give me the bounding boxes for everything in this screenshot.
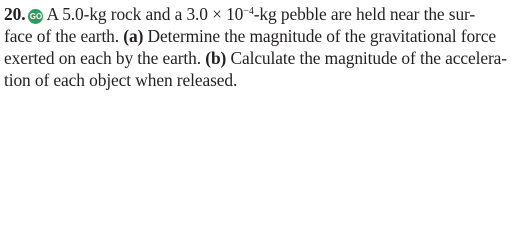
problem-line-3	[4, 47, 509, 69]
problem-line-2	[4, 25, 509, 47]
problem-20	[0, 0, 513, 91]
problem-text-3-tail: Calculate the magnitude of the accelera-	[226, 48, 507, 68]
exponent: −4	[243, 6, 254, 17]
problem-text-1: A 5.0-kg rock and a 3.0 × 10	[46, 4, 244, 24]
problem-text-2-tail: Determine the magnitude of the gravitational force	[143, 26, 496, 46]
part-b-label: (b)	[205, 48, 227, 68]
part-a-label: (a)	[123, 26, 144, 46]
problem-text-3-lead: exerted on each by the earth.	[4, 48, 206, 68]
problem-line-4: tion of each object when released.	[4, 70, 238, 90]
problem-text-1-tail: -kg pebble are held near the sur-	[253, 4, 476, 24]
go-badge-icon: GO	[28, 9, 43, 24]
problem-text-2-lead: face of the earth.	[4, 26, 124, 46]
problem-line-1	[4, 3, 509, 25]
problem-number: 20.	[4, 4, 26, 24]
